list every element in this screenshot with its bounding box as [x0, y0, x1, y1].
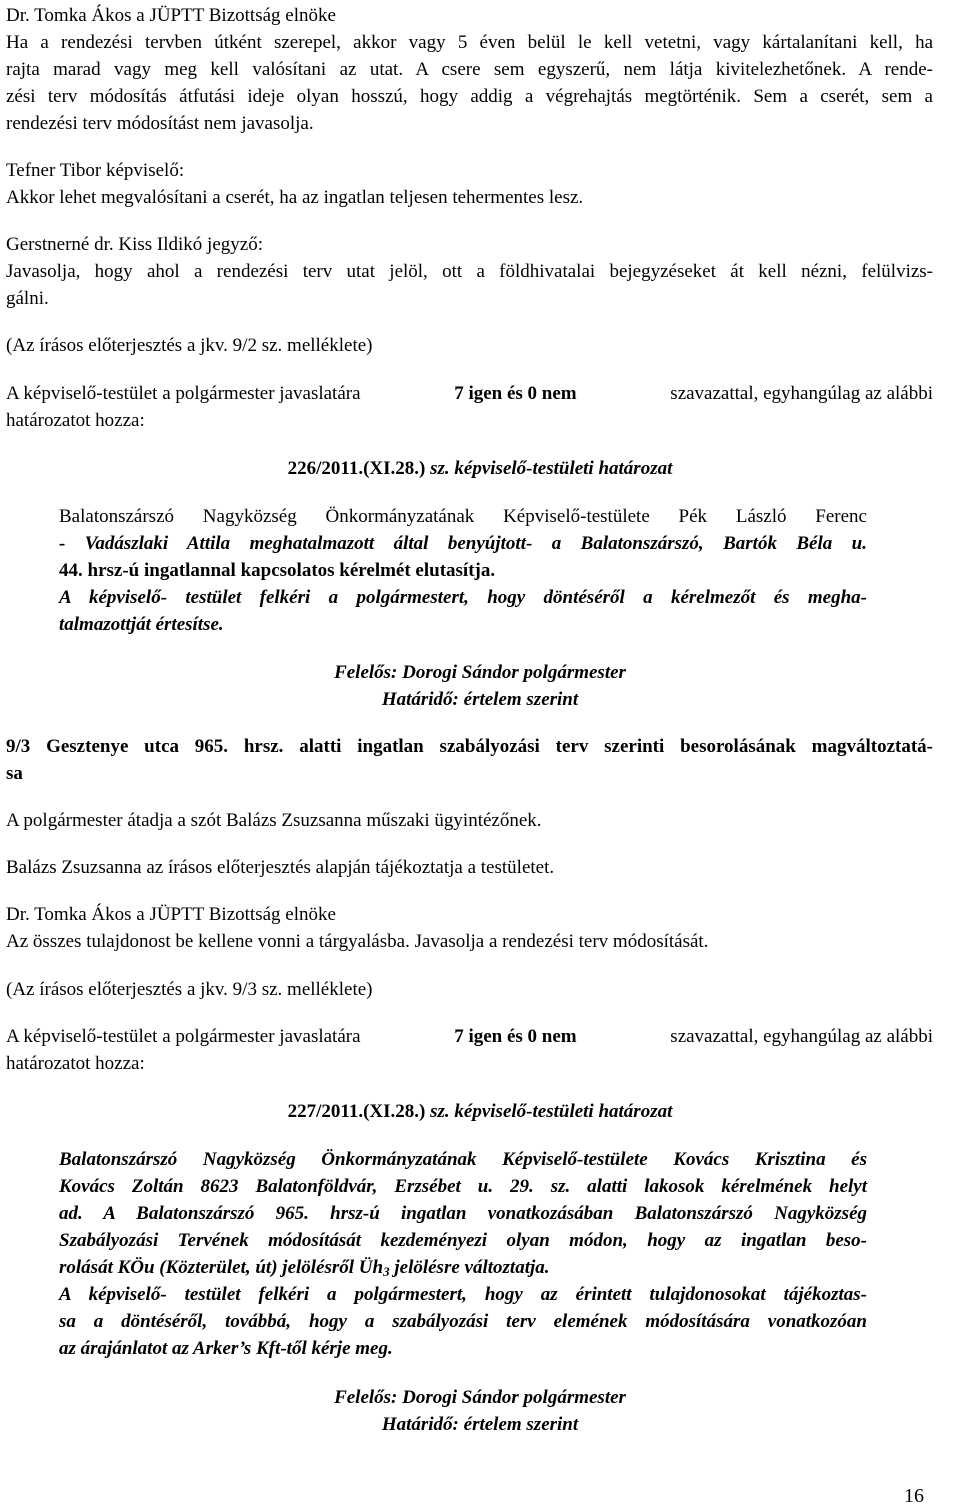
resolution-line: Szabályozási Tervének módosítását kezdeményezi olyan módon, hogy az ingatlan beso-: [59, 1230, 867, 1251]
paragraph-line: A polgármester átadja a szót Balázs Zsuzsanna műszaki ügyintézőnek.: [6, 810, 542, 831]
responsible-person: Felelős: Dorogi Sándor polgármester: [334, 662, 626, 683]
resolution-line: A képviselő- testület felkéri a polgármestert, hogy az érintett tulajdonosokat tájékoztas-: [59, 1284, 867, 1305]
resolution-line: Balatonszárszó Nagyközség Önkormányzatának Képviselő-testülete Pék László Ferenc: [59, 506, 867, 527]
paragraph-line: Akkor lehet megvalósítani a cserét, ha az ingatlan teljesen tehermentes lesz.: [6, 187, 584, 208]
paragraph-line: rajta marad vagy meg kell valósítani az utat. A csere sem egyszerű, nem látja kivitelezhetőnek. A rende-: [6, 59, 933, 80]
speaker-name: Dr. Tomka Ákos a JÜPTT Bizottság elnöke: [6, 904, 336, 925]
vote-intro: A képviselő-testület a polgármester javaslatára: [6, 383, 361, 404]
paragraph-line: Ha a rendezési tervben útként szerepel, akkor vagy 5 éven belül le kell vetetni, vagy kártalanítani kell, ha: [6, 32, 933, 53]
resolution-line: Balatonszárszó Nagyközség Önkormányzatának Képviselő-testülete Kovács Krisztina és: [59, 1149, 867, 1170]
resolution-line: sa a döntéséről, továbbá, hogy a szabályozási terv elemének módosítására vonatkozóan: [59, 1311, 867, 1332]
vote-outcome: szavazattal, egyhangúlag az alábbi: [670, 1026, 933, 1047]
vote-intro: A képviselő-testület a polgármester javaslatára: [6, 1026, 361, 1047]
paragraph-line: gálni.: [6, 288, 49, 309]
vote-statement: [6, 384, 933, 403]
resolution-line: ad. A Balatonszárszó 965. hrsz-ú ingatlan vonatkozásában Balatonszárszó Nagyközség: [59, 1203, 867, 1224]
vote-outcome: szavazattal, egyhangúlag az alábbi: [670, 383, 933, 404]
vote-count: 7 igen és 0 nem: [454, 383, 577, 404]
deadline: Határidő: értelem szerint: [381, 1414, 579, 1435]
attachment-reference: (Az írásos előterjesztés a jkv. 9/3 sz. melléklete): [6, 979, 373, 1000]
responsible-person: Felelős: Dorogi Sándor polgármester: [334, 1387, 626, 1408]
resolution-line: [59, 1258, 550, 1277]
subscript: 3: [383, 1264, 390, 1279]
resolution-title-text: sz. képviselő-testületi határozat: [425, 1101, 673, 1122]
paragraph-line: Az összes tulajdonost be kellene vonni a tárgyalásba. Javasolja a rendezési terv módosítását.: [6, 931, 709, 952]
resolution-line: 44. hrsz-ú ingatlannal kapcsolatos kérelmét elutasítja.: [59, 560, 496, 581]
agenda-item-heading: 9/3 Gesztenye utca 965. hrsz. alatti ingatlan szabályozási terv szerinti besorolásának magváltoztatá-: [6, 736, 933, 757]
paragraph-line: zési terv módosítás átfutási ideje olyan hosszú, hogy addig a végrehajtás megtörténik. Sem a cserét, sem a: [6, 86, 933, 107]
speaker-name: Tefner Tibor képviselő:: [6, 160, 185, 181]
resolution-line-part: jelölésre változtatja.: [389, 1257, 550, 1278]
resolution-line: A képviselő- testület felkéri a polgármestert, hogy döntéséről a kérelmezőt és megha-: [59, 587, 867, 608]
resolution-title: [0, 459, 960, 478]
resolution-line-part: rolását KÖu (Közterület, út) jelölésről Üh: [59, 1257, 384, 1278]
paragraph-line: rendezési terv módosítást nem javasolja.: [6, 113, 314, 134]
paragraph-line: Javasolja, hogy ahol a rendezési terv utat jelöl, ott a földhivatalai bejegyzéseket át kell nézni, felülvizs-: [6, 261, 933, 282]
vote-count: 7 igen és 0 nem: [454, 1026, 577, 1047]
resolution-number: 226/2011.(XI.28.): [287, 458, 426, 479]
speaker-name: Gerstnerné dr. Kiss Ildikó jegyző:: [6, 234, 263, 255]
resolution-line: Kovács Zoltán 8623 Balatonföldvár, Erzsébet u. 29. sz. alatti lakosok kérelmének helyt: [59, 1176, 867, 1197]
speaker-name: Dr. Tomka Ákos a JÜPTT Bizottság elnöke: [6, 5, 336, 26]
resolution-number: 227/2011.(XI.28.): [287, 1101, 426, 1122]
agenda-item-heading: sa: [6, 763, 23, 784]
paragraph-line: Balázs Zsuzsanna az írásos előterjesztés alapján tájékoztatja a testületet.: [6, 857, 555, 878]
page-number: 16: [904, 1485, 924, 1507]
resolution-line: - Vadászlaki Attila meghatalmazott által benyújtott- a Balatonszárszó, Bartók Béla u.: [59, 533, 867, 554]
resolution-title-text: sz. képviselő-testületi határozat: [425, 458, 673, 479]
deadline: Határidő: értelem szerint: [381, 689, 579, 710]
resolution-title: [0, 1102, 960, 1121]
resolution-line: talmazottját értesítse.: [59, 614, 224, 635]
resolution-line: az árajánlatot az Arker’s Kft-től kérje meg.: [59, 1338, 393, 1359]
paragraph-line: határozatot hozza:: [6, 1053, 145, 1074]
attachment-reference: (Az írásos előterjesztés a jkv. 9/2 sz. melléklete): [6, 335, 373, 356]
paragraph-line: határozatot hozza:: [6, 410, 145, 431]
vote-statement: [6, 1027, 933, 1046]
